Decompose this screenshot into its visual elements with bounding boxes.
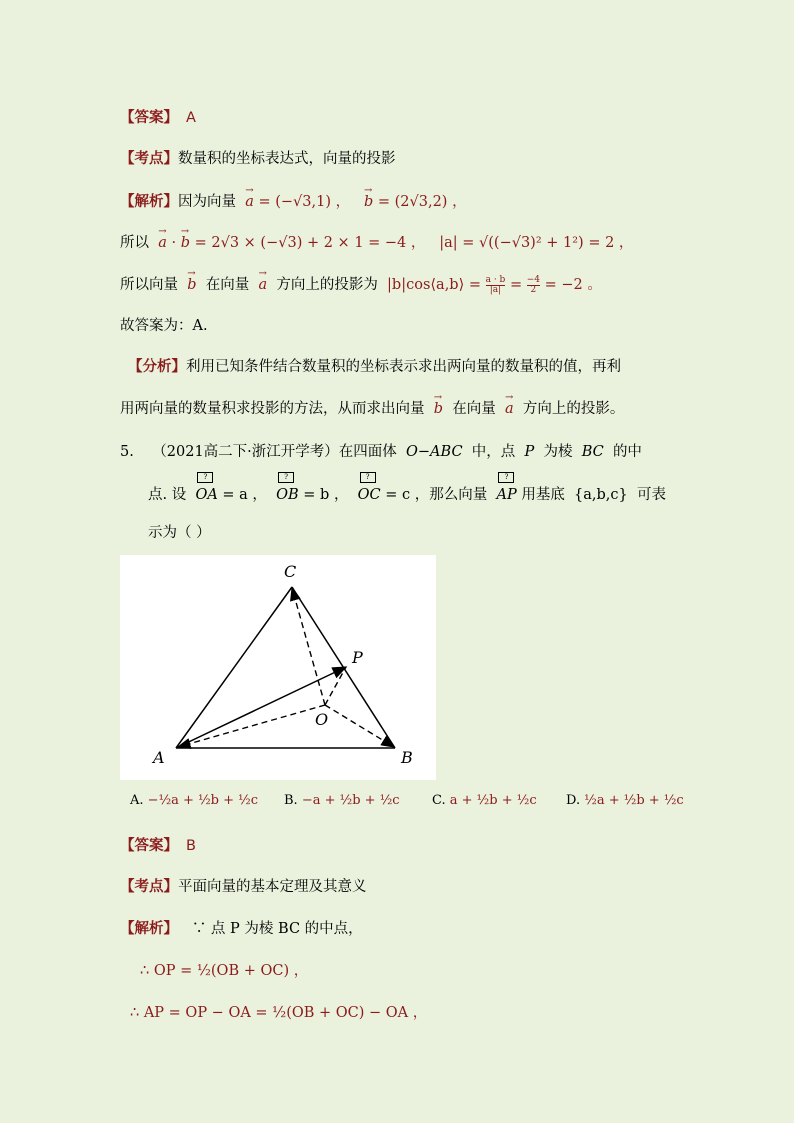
vector-a: → a bbox=[505, 399, 514, 419]
dot-product-math: = 2√3 × (−√3) + 2 × 1 = −4 ， bbox=[194, 235, 426, 251]
fenxi-text-2c: 方向上的投影。 bbox=[522, 401, 625, 417]
vector-oc-arrow bbox=[292, 588, 325, 705]
kaodian-tag: 【考点】 bbox=[120, 151, 178, 167]
vector-a-definition: = (−√3,1) ， bbox=[258, 194, 351, 210]
line3-mid2: 方向上的投影为 bbox=[276, 277, 378, 293]
vector-b: → b bbox=[434, 399, 443, 419]
projection-math: |b|cos⟨a,b⟩ = bbox=[387, 277, 481, 293]
kaodian-text: 数量积的坐标表达式，向量的投影 bbox=[178, 151, 396, 167]
jiexi-tag: 【解析】 bbox=[120, 194, 178, 210]
step-1 bbox=[140, 961, 308, 981]
norm-math: |a| = √((−√3)² + 1²) = 2 ， bbox=[439, 235, 634, 251]
tetrahedron-diagram bbox=[120, 555, 436, 780]
vector-b: → b bbox=[181, 233, 190, 253]
fenxi-tag: 【分析】 bbox=[128, 359, 186, 375]
fenxi-text-1: 利用已知条件结合数量积的坐标表示求出两向量的数量积的值，再利 bbox=[186, 359, 621, 375]
projection-result: = −2 。 bbox=[544, 277, 602, 293]
question-5-line-2: 点. 设 ? OA = a ， ? OB = b ， ? OC = c ，那么向量 ? AP 用基底 {a,b,c} 可表 bbox=[148, 473, 666, 503]
dot-product-row: 所以 → a · → b = 2√3 × (−√3) + 2 × 1 = −4 ， |a| = √((−√3)² + 1²) = 2 ， bbox=[120, 233, 633, 253]
jiexi-row-2: 【解析】 ∵ 点 P 为棱 BC 的中点， bbox=[120, 921, 363, 937]
vector-ob: ? OB bbox=[276, 473, 299, 503]
vector-oc: ? OC bbox=[357, 473, 381, 503]
kaodian-row-1 bbox=[120, 149, 396, 169]
question-source: （2021高二下·浙江开学考）在四面体 bbox=[152, 444, 397, 460]
step-2 bbox=[130, 1003, 427, 1023]
option-b[interactable]: B. −a + ½b + ½c bbox=[284, 793, 400, 808]
jiexi-text-2: ∵ 点 P 为棱 BC 的中点， bbox=[191, 921, 363, 937]
fenxi-text-2a: 用两向量的数量积求投影的方法，从而求出向量 bbox=[120, 401, 425, 417]
tetrahedron-name: O−ABC bbox=[406, 444, 463, 460]
fenxi-text-2b: 在向量 bbox=[452, 401, 496, 417]
step-1-math: ∴ OP = ½(OB + OC) ， bbox=[140, 963, 309, 979]
projection-fraction-2: $\frac{-4}{2}$ bbox=[526, 274, 540, 295]
line3-prefix: 所以向量 bbox=[120, 277, 178, 293]
vector-ap: ? AP bbox=[496, 473, 517, 503]
vector-b: → b bbox=[187, 275, 196, 295]
label-b: B bbox=[401, 748, 413, 767]
kaodian-row-2: 【考点】平面向量的基本定理及其意义 bbox=[120, 879, 367, 895]
vector-a: → a bbox=[158, 233, 167, 253]
label-p: P bbox=[352, 648, 363, 667]
answer-value: A bbox=[186, 110, 196, 126]
step-2-math: ∴ AP = OP − OA = ½(OB + OC) − OA ， bbox=[130, 1005, 428, 1021]
fenxi-row-2 bbox=[120, 399, 624, 419]
question-number: 5. bbox=[120, 444, 134, 460]
answer-row-2: 【答案】 B bbox=[120, 838, 196, 854]
answer-tag: 【答案】 bbox=[120, 110, 178, 126]
answer-row-1 bbox=[120, 108, 196, 128]
vector-b: → b bbox=[364, 192, 373, 212]
jiexi-row-1 bbox=[120, 192, 467, 212]
vector-oa: ? OA bbox=[195, 473, 218, 503]
label-o: O bbox=[315, 710, 329, 729]
fenxi-row-1 bbox=[128, 357, 621, 377]
answer-value-2: B bbox=[186, 838, 196, 854]
vector-ap-arrow bbox=[176, 667, 346, 748]
vector-a: → a bbox=[258, 275, 267, 295]
line2-prefix: 所以 bbox=[120, 235, 149, 251]
label-a: A bbox=[153, 748, 165, 767]
projection-row: 所以向量 → b 在向量 → a 方向上的投影为 |b|cos⟨a,b⟩ = $\frac{a \cdot b}{|a|}$ = $\frac{-4}{2}$ = −2 。 bbox=[120, 275, 602, 295]
option-c[interactable]: C. a + ½b + ½c bbox=[432, 793, 537, 808]
projection-fraction-1: $\frac{a \cdot b}{|a|}$ bbox=[485, 274, 506, 295]
vector-ob-arrow bbox=[325, 705, 394, 747]
vector-b-definition: = (2√3,2) ， bbox=[377, 194, 467, 210]
tetrahedron-figure bbox=[120, 555, 436, 780]
label-c: C bbox=[284, 562, 297, 581]
jiexi-line1: 因为向量 bbox=[178, 194, 236, 210]
kaodian-text-2: 平面向量的基本定理及其意义 bbox=[178, 879, 367, 895]
line3-mid1: 在向量 bbox=[205, 277, 250, 293]
conclusion: 故答案为：A. bbox=[120, 318, 208, 334]
vector-a: → a bbox=[245, 192, 254, 212]
question-5-line-1: 5. （2021高二下·浙江开学考）在四面体 O−ABC 中，点 P 为棱 BC 的中 bbox=[120, 444, 642, 460]
basis: {a,b,c} bbox=[574, 487, 628, 503]
option-a[interactable]: A. −½a + ½b + ½c bbox=[130, 793, 259, 808]
edge-ac bbox=[176, 587, 292, 748]
option-d[interactable]: D. ½a + ½b + ½c bbox=[566, 793, 684, 808]
question-5-line-3: 示为（ ） bbox=[148, 525, 211, 541]
